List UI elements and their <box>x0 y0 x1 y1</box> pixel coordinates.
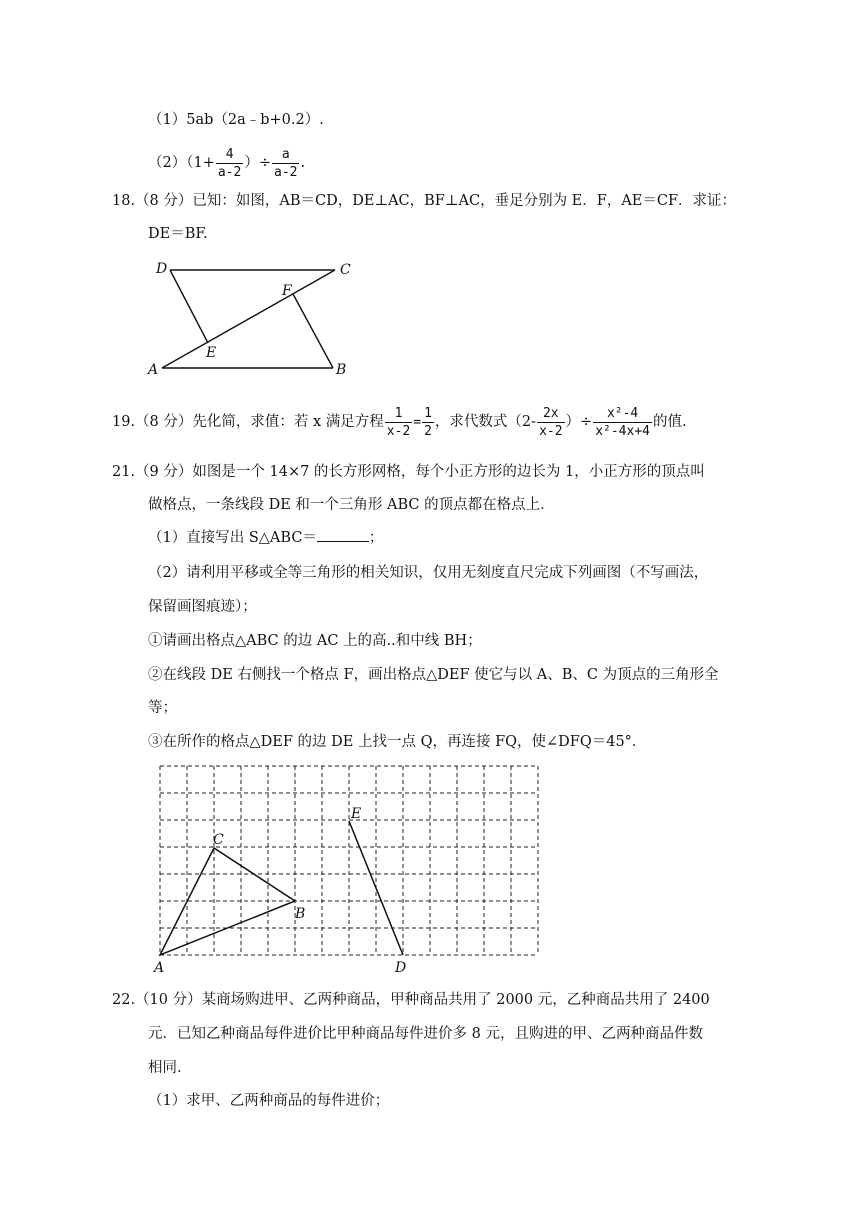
q21-sub1-end: ； <box>368 530 384 546</box>
q21-item2-line1: ②在线段 DE 右侧找一个格点 F，画出格点△DEF 使它与以 A、B、C 为顶点的三角形全 <box>148 667 719 683</box>
q21-sub1 <box>148 527 383 549</box>
q19-fraction-2-num: x²-4 <box>593 406 652 423</box>
q21-label-c: C <box>213 832 224 848</box>
q18-segment-fb <box>293 294 333 368</box>
q21-item3: ③在所作的格点△DEF 的边 DE 上找一点 Q，再连接 FQ，使∠DFQ＝45°． <box>148 734 647 750</box>
q17-fraction-1-num: 4 <box>216 147 243 164</box>
q21-sub1-text: （1）直接写出 S△ABC＝ <box>148 530 317 546</box>
q19-fraction-1-den: x-2 <box>539 423 563 439</box>
q21-sub2-line1: （2）请利用平移或全等三角形的相关知识，仅用无刻度直尺完成下列画图（不写画法， <box>148 565 709 581</box>
q17-part2-open: （2）（1+ <box>148 155 215 171</box>
q21-label-a: A <box>154 960 165 976</box>
q19-statement <box>112 398 687 447</box>
q17-part2-mid: ）÷ <box>244 155 271 171</box>
q19-suffix: 的值. <box>653 414 687 430</box>
q18-label-f: F <box>282 283 292 299</box>
q21-statement-line2: 做格点，一条线段 DE 和一个三角形 ABC 的顶点都在格点上． <box>148 497 555 513</box>
q18-segment-de <box>170 270 208 343</box>
q19-divide: ）÷ <box>565 414 593 430</box>
q21-sub2-line2: 保留画图痕迹）； <box>148 599 257 615</box>
q19-equation-right-den: 2 <box>424 423 432 439</box>
q19-equation-left <box>385 406 412 439</box>
q18-label-a: A <box>148 362 159 378</box>
q18-segment-ac <box>162 270 335 368</box>
q17-part2 <box>148 143 305 183</box>
q19-equation-right <box>422 406 434 439</box>
q17-fraction-2-num: a <box>272 147 299 164</box>
q19-fraction-1-num: 2x <box>537 406 564 423</box>
q18-label-b: B <box>336 362 347 378</box>
q22-statement-line2: 元．已知乙种商品每件进价比甲种商品每件进价多 8 元，且购进的甲、乙两种商品件数 <box>148 1026 703 1042</box>
q19-equation-left-num: 1 <box>385 406 412 423</box>
q17-fraction-2 <box>272 147 299 180</box>
q21-item1: ①请画出格点△ABC 的边 AC 上的高..和中线 BH； <box>148 633 482 649</box>
q21-label-d: D <box>395 960 407 976</box>
q18-label-d: D <box>156 261 168 277</box>
q22-statement-line1: 22.（10 分）某商场购进甲、乙两种商品，甲种商品共用了 2000 元，乙种商品共用了 2400 <box>112 992 710 1008</box>
q18-figure <box>140 255 370 380</box>
q22-sub1: （1）求甲、乙两种商品的每件进价； <box>148 1093 390 1109</box>
q21-item2-line2: 等； <box>148 700 177 716</box>
q19-fraction-2 <box>593 406 652 439</box>
q19-equation-left-den: x-2 <box>386 423 411 439</box>
q19-prefix: 19.（8 分）先化简，求值：若 x 满足方程 <box>112 414 384 430</box>
q21-grid-figure <box>145 758 555 980</box>
q18-label-c: C <box>340 262 351 278</box>
q21-statement-line1: 21.（9 分）如图是一个 14×7 的长方形网格，每个小正方形的边长为 1，小正方形的顶点叫 <box>112 464 705 480</box>
q18-label-e: E <box>206 345 217 361</box>
q19-equation-right-num: 1 <box>424 405 432 421</box>
q19-mid: ，求代数式（2- <box>434 414 537 430</box>
q19-fraction-2-den: x²-4x+4 <box>595 423 650 439</box>
q17-fraction-2-den: a-2 <box>274 164 298 180</box>
q17-fraction-1 <box>216 147 243 180</box>
q17-part2-end: . <box>300 155 306 171</box>
q19-equation-sign: = <box>413 415 422 430</box>
q19-fraction-1 <box>537 406 564 439</box>
q21-label-b: B <box>295 906 306 922</box>
q22-statement-line3: 相同． <box>148 1060 192 1076</box>
q21-answer-blank <box>317 527 369 542</box>
q17-fraction-1-den: a-2 <box>217 164 242 180</box>
q21-grid <box>160 766 538 955</box>
q18-statement-line1: 18.（8 分）已知：如图，AB＝CD，DE⊥AC，BF⊥AC，垂足分别为 E．F，AE＝CF．求证： <box>112 193 737 209</box>
q21-label-e: E <box>351 806 362 822</box>
q17-part1: （1）5ab（2a﹣b+0.2）. <box>148 112 324 128</box>
q18-statement-line2: DE＝BF. <box>148 226 208 242</box>
